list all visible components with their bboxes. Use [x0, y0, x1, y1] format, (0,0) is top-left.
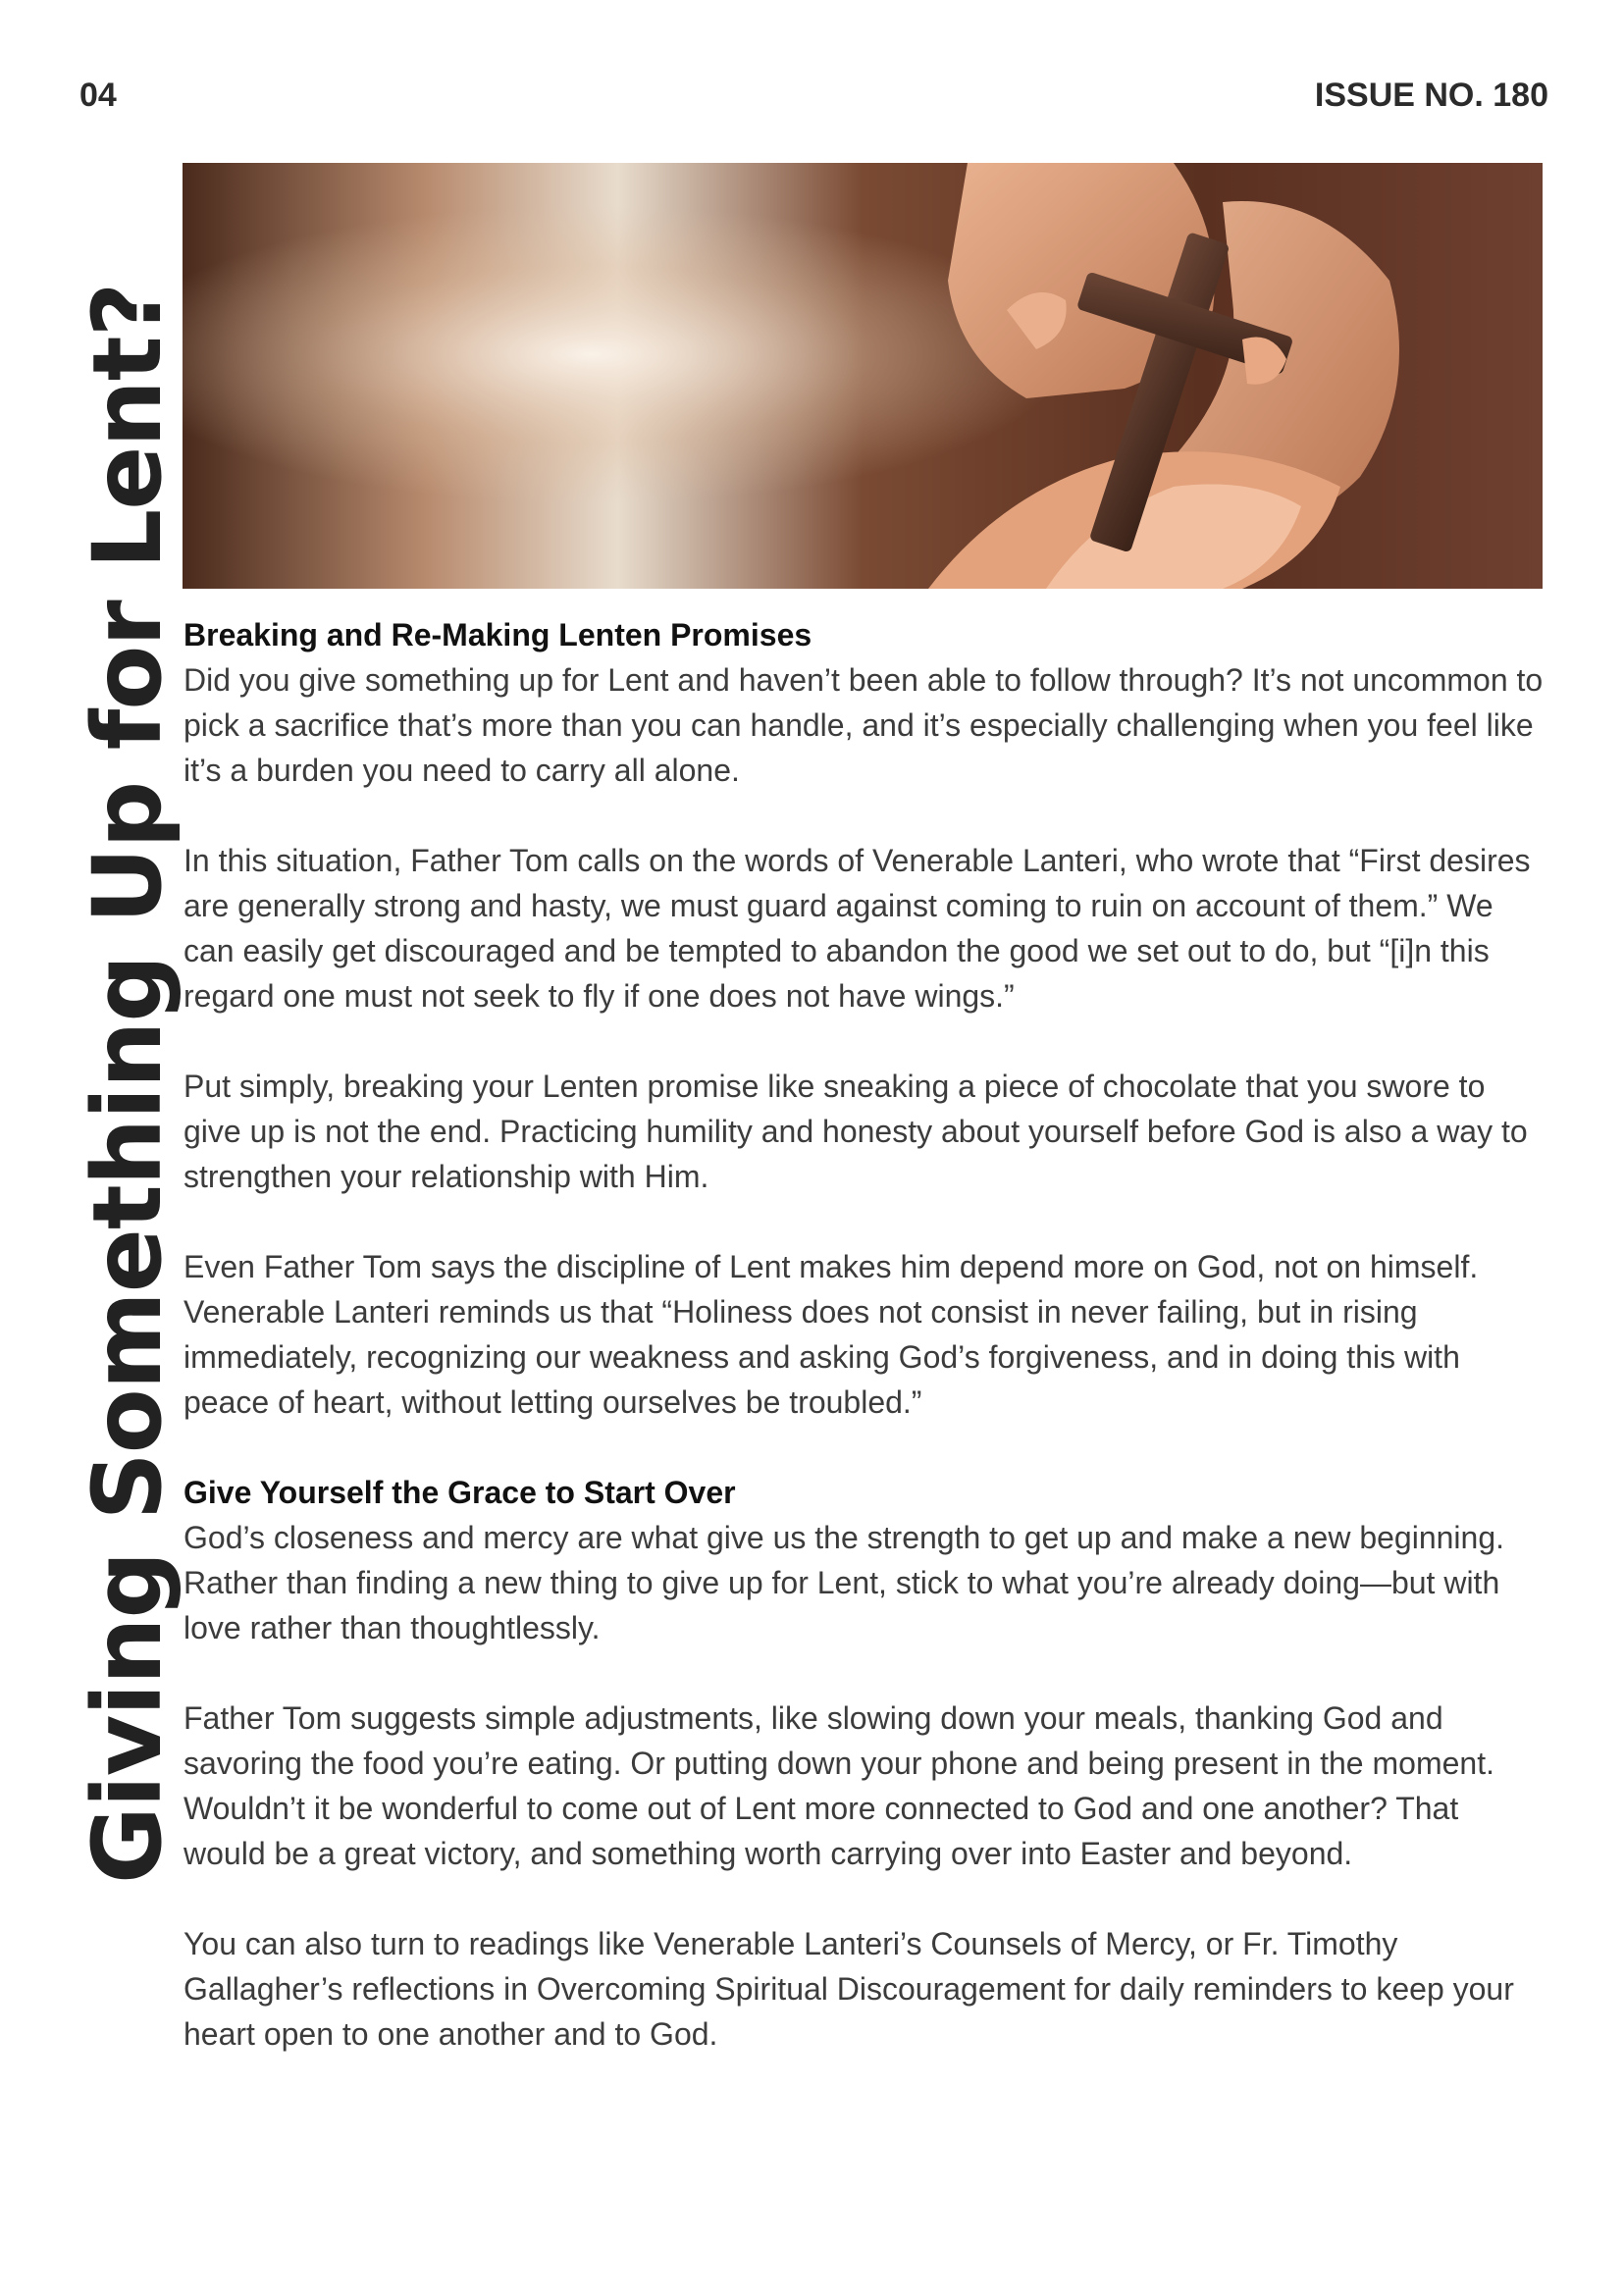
issue-number: ISSUE NO. 180: [1314, 77, 1548, 114]
paragraph: You can also turn to readings like Venerable Lanteri’s Counsels of Mercy, or Fr. Timothy Gallagher’s reflections in Overcoming Spiritual Discouragement for daily reminders to keep your heart open to one another and to God.: [183, 1926, 1514, 2052]
section-heading: Breaking and Re-Making Lenten Promises: [183, 617, 812, 652]
paragraph: Even Father Tom says the discipline of Lent makes him depend more on God, not on himself. Venerable Lanteri reminds us that “Holiness does not consist in never failing, but in rising immediately, recognizing our weakness and asking God’s forgiveness, and in doing this with peace of heart, without letting ourselves be troubled.”: [183, 1249, 1479, 1420]
paragraph: Did you give something up for Lent and haven’t been able to follow through? It’s not uncommon to pick a sacrifice that’s more than you can handle, and it’s especially challenging when you feel like it’s a burden you need to carry all alone.: [183, 662, 1544, 788]
cross-in-hands-image: [183, 163, 1543, 589]
paragraph: God’s closeness and mercy are what give us the strength to get up and make a new beginning. Rather than finding a new thing to give up for Lent, stick to what you’re already doing—but with love rather than thoughtlessly.: [183, 1520, 1504, 1645]
paragraph: Put simply, breaking your Lenten promise like sneaking a piece of chocolate that you swore to give up is not the end. Practicing humility and honesty about yourself before God is also a way to strengthen your relationship with Him.: [183, 1069, 1528, 1194]
paragraph: Father Tom suggests simple adjustments, like slowing down your meals, thanking God and savoring the food you’re eating. Or putting down your phone and being present in the moment. Wouldn’t it be wonderful to come out of Lent more connected to God and one another? That would be a great victory, and something worth carrying over into Easter and beyond.: [183, 1700, 1494, 1871]
side-title: Giving Something Up for Lent?: [73, 283, 183, 1884]
paragraph: In this situation, Father Tom calls on the words of Venerable Lanteri, who wrote that “First desires are generally strong and hasty, we must guard against coming to ruin on account of them.” We can easily get discouraged and be tempted to abandon the good we set out to do, but “[i]n this regard one must not seek to fly if one does not have wings.”: [183, 843, 1531, 1014]
page-number: 04: [79, 77, 117, 114]
article-body: [183, 612, 1547, 2057]
section-heading: Give Yourself the Grace to Start Over: [183, 1475, 736, 1510]
